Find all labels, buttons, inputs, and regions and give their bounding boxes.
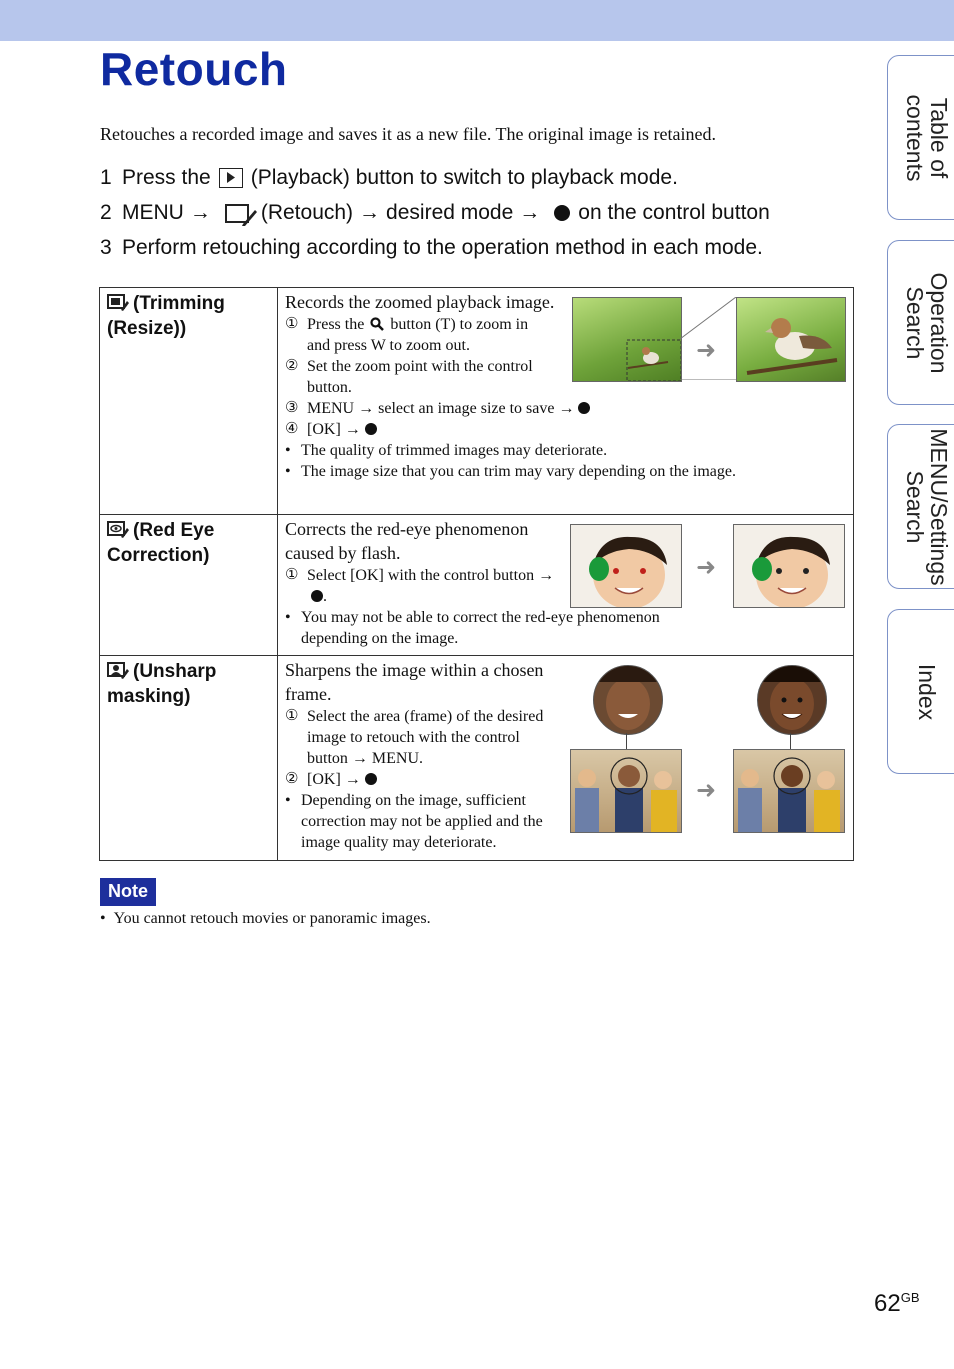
right-arrow-icon: → [359, 201, 381, 224]
step-1: 1 Press the (Playback) button to switch to playback mode. [100, 166, 678, 189]
center-button-icon [578, 402, 590, 414]
right-arrow-icon: → [519, 201, 541, 224]
list-item: ① Select [OK] with the control button →. [285, 567, 555, 605]
right-arrow-icon: → [189, 201, 211, 224]
center-button-icon [365, 773, 377, 785]
retouch-icon [225, 202, 253, 224]
mode-label: (Unsharp masking) [107, 661, 217, 707]
list-item: • Depending on the image, sufficient correction may not be applied and the image quality may deteriorate. [285, 792, 543, 851]
bird-trimmed-image [736, 297, 846, 382]
bird-original-image [572, 297, 682, 382]
page-title: Retouch [100, 43, 288, 95]
group-photo-after [733, 749, 845, 833]
intro-text: Retouches a recorded image and saves it as a new file. The original image is retained. [100, 124, 716, 144]
red-eye-after-image [733, 524, 845, 608]
retouch-mode-table [99, 287, 854, 861]
list-item: ① Press the button (T) to zoom in and press W to zoom out. [285, 316, 529, 354]
mode-label: (Trimming (Resize)) [107, 293, 225, 339]
mode-label: (Red Eye Correction) [107, 520, 215, 566]
mode-description: Records the zoomed playback image. ① Press the button (T) to zoom in and press W to zoom out. ② Set the zoom point with the control button. ③ MENU → select an image size to save → ④ [OK] → • The quality of trimmed images may deteriorate. • The image size that you can trim may vary depending on the image. [278, 288, 853, 482]
list-item: ② Set the zoom point with the control button. [285, 358, 533, 396]
step-number: 1 [100, 166, 112, 189]
note-badge: Note [100, 878, 156, 906]
list-item: ③ MENU → select an image size to save → [285, 398, 847, 419]
list-item: ② [OK] → [285, 769, 555, 790]
step-number: 2 [100, 201, 112, 224]
right-arrow-icon: ➜ [696, 336, 717, 364]
trimming-icon [107, 293, 129, 317]
right-arrow-icon: ➜ [696, 553, 717, 581]
page-number: $62^{GB}$ [874, 1290, 920, 1317]
right-arrow-icon: ➜ [696, 776, 717, 804]
list-item: • You may not be able to correct the red-eye phenomenon depending on the image. [285, 609, 660, 647]
step-number: 3 [100, 236, 112, 259]
center-button-icon [365, 423, 377, 435]
list-item: • The image size that you can trim may vary depending on the image. [285, 463, 736, 480]
playback-icon [219, 168, 243, 188]
center-button-icon [554, 205, 570, 221]
unsharp-after-closeup [757, 665, 827, 735]
tab-table-of-contents[interactable]: Table of contents [887, 55, 954, 220]
center-button-icon [311, 590, 323, 602]
table-row [100, 656, 854, 861]
group-photo-before [570, 749, 682, 833]
red-eye-icon [107, 520, 129, 544]
unsharp-before-closeup [593, 665, 663, 735]
mode-description: Corrects the red-eye phenomenon caused by flash. ① Select [OK] with the control button →. • You may not be able to correct the red-eye phenomenon depending on the image. [278, 515, 853, 649]
table-row [100, 288, 854, 515]
tab-operation-search[interactable]: Operation Search [887, 240, 954, 405]
table-row [100, 515, 854, 656]
zoom-icon [370, 317, 384, 331]
step-2: 2 MENU → (Retouch) → desired mode → on the control button [100, 201, 770, 224]
step-3: 3 Perform retouching according to the operation method in each mode. [100, 236, 763, 259]
list-item: • The quality of trimmed images may deteriorate. [285, 442, 608, 459]
tab-index[interactable]: Index [887, 609, 954, 774]
unsharp-icon [107, 661, 129, 685]
list-item: ④ [OK] → [285, 419, 847, 440]
red-eye-before-image [570, 524, 682, 608]
top-color-bar [0, 0, 954, 41]
note-text: • You cannot retouch movies or panoramic images. [100, 910, 431, 927]
list-item: ① Select the area (frame) of the desired image to retouch with the control button → MENU. [285, 708, 544, 767]
tab-menu-settings-search[interactable]: MENU/Settings Search [887, 424, 954, 589]
mode-description: Sharpens the image within a chosen frame. ① Select the area (frame) of the desired image to retouch with the control button → MENU. ② [OK] → • Depending on the image, sufficient correction may not be applied and the image quality may deteriorate. [278, 656, 853, 853]
